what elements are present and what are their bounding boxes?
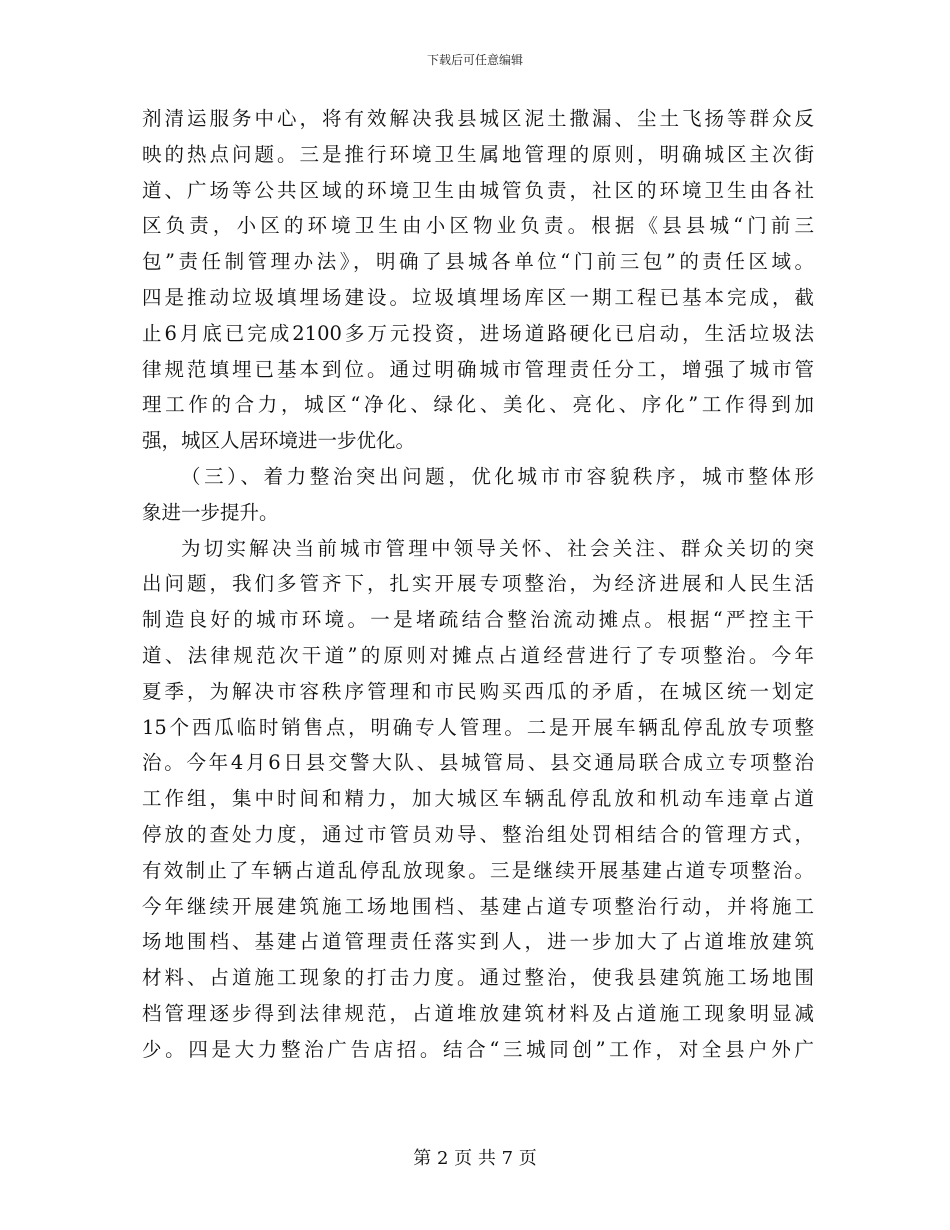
body-line: 工作组，集中时间和精力，加大城区车辆乱停乱放和机动车违章占道 xyxy=(142,787,814,811)
body-line: 剂清运服务中心，将有效解决我县城区泥土撒漏、尘土飞扬等群众反 xyxy=(142,107,814,130)
page-footer: 第 2 页 共 7 页 xyxy=(413,1148,537,1169)
body-line: 材料、占道施工现象的打击力度。通过整治，使我县建筑施工场地围 xyxy=(142,966,814,990)
body-line: 区负责，小区的环境卫生由小区物业负责。根据《县县城“门前三 xyxy=(142,214,814,238)
body-line: 出问题，我们多管齐下，扎实开展专项整治，为经济进展和人民生活 xyxy=(142,572,814,596)
body-line: 夏季，为解决市容秩序管理和市民购买西瓜的矛盾，在城区统一划定 xyxy=(142,679,814,703)
page-header: 下载后可任意编辑 xyxy=(426,53,523,67)
body-line: 场地围档、基建占道管理责任落实到人，进一步加大了占道堆放建筑 xyxy=(142,930,814,954)
body-line: 映的热点问题。三是推行环境卫生属地管理的原则，明确城区主次街 xyxy=(142,142,814,166)
body-line: 道、法律规范次干道”的原则对摊点占道经营进行了专项整治。今年 xyxy=(142,643,814,667)
body-line: 停放的查处力度，通过市管员劝导、整治组处罚相结合的管理方式， xyxy=(142,822,814,846)
body-line: 少。四是大力整治广告店招。结合“三城同创”工作，对全县户外广 xyxy=(142,1037,814,1061)
body-line: 有效制止了车辆占道乱停乱放现象。三是继续开展基建占道专项整治。 xyxy=(142,858,814,882)
section-heading-line: （三）、着力整治突出问题，优化城市市容貌秩序，城市整体形 xyxy=(181,464,814,488)
body-line: 止6月底已完成2100多万元投资，进场道路硬化已启动，生活垃圾法 xyxy=(142,321,814,345)
body-line: 档管理逐步得到法律规范，占道堆放建筑材料及占道施工现象明显减 xyxy=(142,1001,814,1025)
body-line: 为切实解决当前城市管理中领导关怀、社会关注、群众关切的突 xyxy=(181,536,814,560)
body-line: 制造良好的城市环境。一是堵疏结合整治流动摊点。根据“严控主干 xyxy=(142,608,814,632)
section-heading-line: 象进一步提升。 xyxy=(142,500,279,524)
body-line: 今年继续开展建筑施工场地围档、基建占道专项整治行动，并将施工 xyxy=(142,894,814,918)
body-line: 包”责任制管理办法》，明确了县城各单位“门前三包”的责任区域。 xyxy=(142,250,814,274)
body-line: 强，城区人居环境进一步优化。 xyxy=(142,429,416,453)
body-line: 四是推动垃圾填埋场建设。垃圾填埋场库区一期工程已基本完成，截 xyxy=(142,285,814,309)
body-line: 15个西瓜临时销售点，明确专人管理。二是开展车辆乱停乱放专项整 xyxy=(142,715,814,739)
body-line: 理工作的合力，城区“净化、绿化、美化、亮化、序化”工作得到加 xyxy=(142,393,814,417)
document-body xyxy=(142,101,814,1068)
body-line: 治。今年4月6日县交警大队、县城管局、县交通局联合成立专项整治 xyxy=(142,751,814,775)
body-line: 律规范填埋已基本到位。通过明确城市管理责任分工，增强了城市管 xyxy=(142,357,814,381)
body-line: 道、广场等公共区域的环境卫生由城管负责，社区的环境卫生由各社 xyxy=(142,178,814,202)
